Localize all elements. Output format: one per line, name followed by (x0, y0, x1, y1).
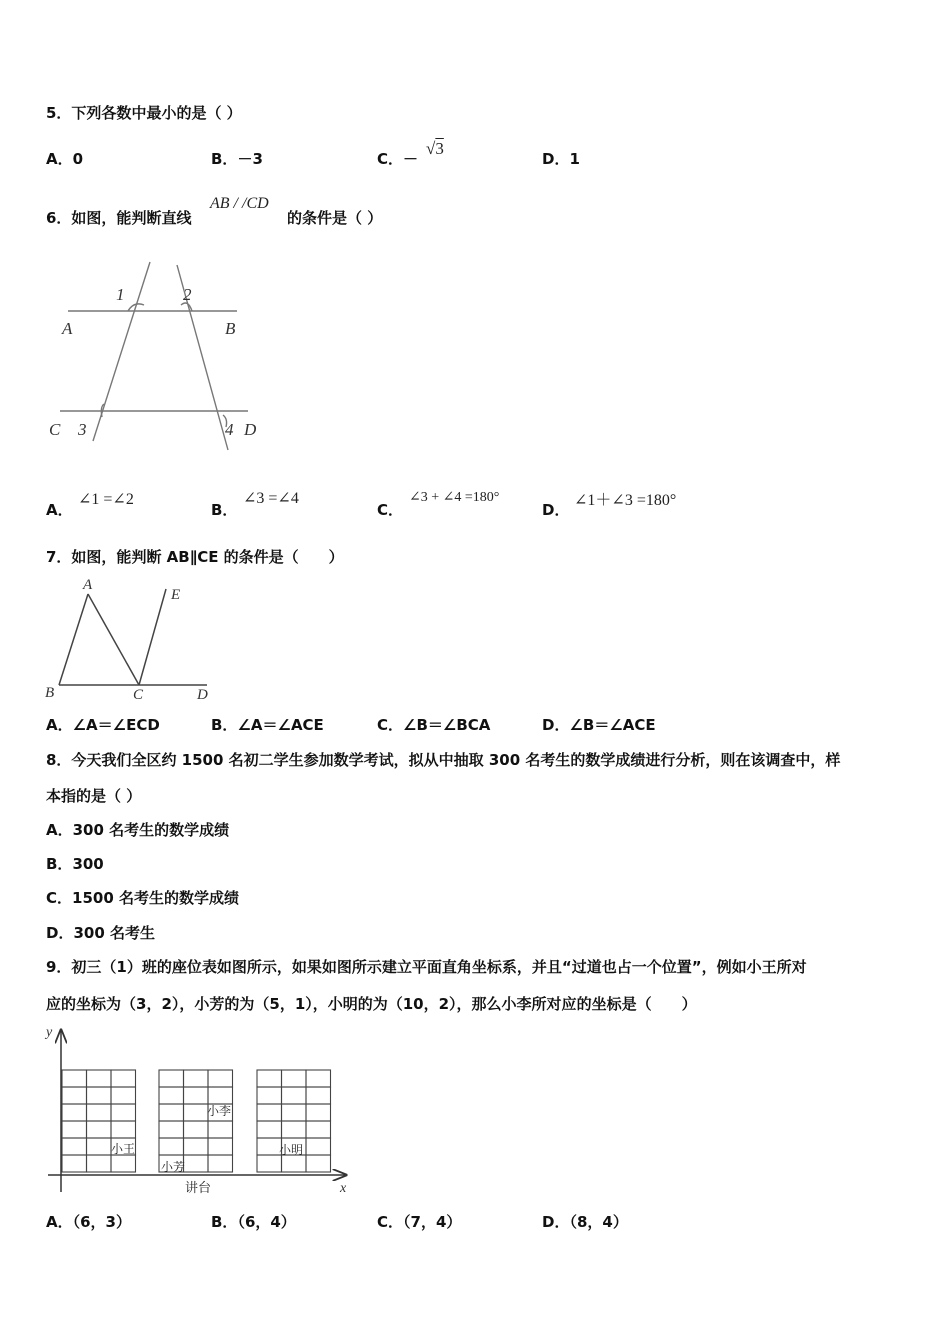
seat-cell (184, 1155, 209, 1172)
seat-cell (184, 1070, 209, 1087)
option-text: 1500 名考生的数学成绩 (72, 889, 239, 907)
label-c: C (49, 420, 61, 439)
seat-cell (111, 1087, 136, 1104)
seat-cell (184, 1121, 209, 1138)
label-3: 3 (78, 420, 87, 439)
radicand: 3 (435, 139, 444, 158)
option-key: A． (46, 716, 73, 734)
seat-cell (257, 1155, 282, 1172)
seat-cell (87, 1070, 112, 1087)
option-text: （8，4） (569, 1213, 628, 1231)
q8-stem-line2: 本指的是（ ） (46, 787, 142, 805)
q7-option-c[interactable] (377, 715, 490, 735)
option-key: D． (46, 924, 74, 942)
label-c: C (133, 687, 144, 703)
seat-cell (257, 1138, 282, 1155)
q8-option-b[interactable] (46, 854, 104, 874)
label-2: 2 (183, 285, 192, 304)
seat-cell (159, 1121, 184, 1138)
option-key: B． (46, 855, 73, 873)
seat-cell (159, 1104, 184, 1121)
option-text: ∠A＝∠ACE (237, 716, 324, 734)
seat-cell (184, 1138, 209, 1155)
seat-cell (306, 1087, 331, 1104)
seat-cell (87, 1155, 112, 1172)
y-axis-label: y (46, 1025, 53, 1040)
seat-cell (87, 1104, 112, 1121)
q7-stem: 7．如图，能判断 AB∥CE 的条件是（ ） (46, 548, 344, 566)
label-e: E (171, 587, 181, 603)
seat-cell (62, 1087, 87, 1104)
seat-cell (87, 1138, 112, 1155)
option-key: D． (542, 716, 570, 734)
seat-cell (62, 1070, 87, 1087)
q9-stem-line1: 9．初三（1）班的座位表如图所示，如果如图所示建立平面直角坐标系，并且“过道也占一个位置”，例如小王所对 (46, 958, 807, 976)
q6-option-a[interactable]: A． (46, 501, 73, 519)
q9-option-c[interactable] (377, 1212, 461, 1232)
q8-option-a[interactable] (46, 820, 229, 840)
q8-stem-line1: 8．今天我们全区约 1500 名初二学生参加数学考试，拟从中抽取 300 名考生的数学成绩进行分析，则在该调查中，样 (46, 751, 841, 769)
q6-stem-end: 的条件是（ ） (287, 209, 383, 227)
option-text: 0 (72, 150, 84, 168)
q7-option-d[interactable] (542, 715, 656, 735)
seat-cell (282, 1121, 307, 1138)
q9-stem-line2: 应的坐标为（3，2），小芳的为（5，1），小明的为（10，2），那么小李所对应的坐标是（ ） (46, 995, 697, 1013)
q5-option-d[interactable] (542, 149, 580, 169)
seat-cell (282, 1155, 307, 1172)
seat-cell (159, 1070, 184, 1087)
q9-option-a[interactable] (46, 1212, 131, 1232)
seat-cell (159, 1138, 184, 1155)
seat-cell (257, 1104, 282, 1121)
q9-seat-figure (40, 1020, 360, 1200)
seat-cell (111, 1070, 136, 1087)
q6-option-c-math: ∠3 + ∠4 =180° (409, 490, 500, 505)
label-4: 4 (225, 420, 234, 439)
seat-cell (62, 1138, 87, 1155)
option-key: C． (377, 716, 404, 734)
q5-option-b[interactable] (211, 149, 263, 169)
label-d: D (197, 687, 208, 703)
radical-sign: √ (426, 139, 436, 158)
seat-cell (306, 1155, 331, 1172)
seat-cell (306, 1070, 331, 1087)
q5-option-a[interactable] (46, 149, 83, 169)
seat-cell (111, 1121, 136, 1138)
label-a: A (62, 319, 73, 338)
option-key: A． (46, 150, 73, 168)
option-key: A． (46, 821, 73, 839)
option-text: ∠B＝∠BCA (403, 716, 491, 734)
seat-cell (184, 1087, 209, 1104)
q6-option-b[interactable]: B． (211, 501, 238, 519)
seat-cell (184, 1104, 209, 1121)
option-key: D． (542, 150, 570, 168)
seat-cell (208, 1155, 233, 1172)
seat-cell (208, 1070, 233, 1087)
seat-cell (208, 1087, 233, 1104)
segment-ce (139, 589, 166, 685)
q6-option-b-math: ∠3 =∠4 (243, 490, 299, 507)
seat-cell (62, 1155, 87, 1172)
label-b: B (225, 319, 236, 338)
q6-option-a-math: ∠1 =∠2 (78, 491, 134, 508)
q6-option-c[interactable]: C． (377, 501, 404, 519)
seat-cell (282, 1087, 307, 1104)
seat-cell (257, 1070, 282, 1087)
option-key: D． (542, 1213, 570, 1231)
seat-label-wang: 小王 (111, 1142, 136, 1156)
option-text: ∠B＝∠ACE (569, 716, 656, 734)
q7-option-b[interactable] (211, 715, 324, 735)
seat-cell (111, 1155, 136, 1172)
podium-label: 讲台 (185, 1181, 212, 1196)
seat-cell (282, 1104, 307, 1121)
seat-cell (282, 1070, 307, 1087)
segment-ba (59, 594, 88, 685)
q5-stem: 5．下列各数中最小的是（ ） (46, 104, 242, 122)
option-key: B． (211, 1213, 238, 1231)
seat-cell (208, 1138, 233, 1155)
seat-cell (62, 1121, 87, 1138)
label-d: D (244, 420, 257, 439)
label-1: 1 (116, 285, 125, 304)
q7-option-a[interactable] (46, 715, 160, 735)
seat-cell (111, 1104, 136, 1121)
option-text: （6，4） (237, 1213, 296, 1231)
seat-cell (87, 1121, 112, 1138)
q6-stem-math: AB / /CD (210, 195, 269, 212)
q8-option-d[interactable] (46, 923, 155, 943)
q6-option-d-math: ∠1＋∠3 =180° (574, 492, 677, 509)
q7-figure (40, 575, 220, 705)
x-axis-label: x (340, 1181, 347, 1196)
option-text: － (403, 150, 419, 168)
q5-option-c[interactable] (377, 149, 418, 169)
option-key: B． (211, 150, 238, 168)
seat-cell (306, 1138, 331, 1155)
segment-ac (88, 594, 139, 685)
option-text: 300 名考生 (73, 924, 155, 942)
seat-cell (257, 1121, 282, 1138)
option-key: C． (46, 889, 73, 907)
option-key: C． (377, 150, 404, 168)
seat-cell (159, 1087, 184, 1104)
q8-option-c[interactable] (46, 888, 239, 908)
seat-cell (306, 1104, 331, 1121)
seat-cell (306, 1121, 331, 1138)
seat-cell (87, 1087, 112, 1104)
option-key: B． (211, 716, 238, 734)
option-key: A． (46, 1213, 73, 1231)
q9-option-b[interactable] (211, 1212, 296, 1232)
label-a: A (83, 577, 93, 593)
q6-stem-start: 6．如图，能判断直线 (46, 209, 192, 227)
option-text: 300 名考生的数学成绩 (72, 821, 230, 839)
option-key: C． (377, 1213, 404, 1231)
seat-label-ming: 小明 (279, 1143, 304, 1157)
q9-option-d[interactable] (542, 1212, 628, 1232)
q6-option-d[interactable]: D． (542, 501, 570, 519)
option-text: －3 (237, 150, 263, 168)
seat-cell (208, 1121, 233, 1138)
option-text: 1 (569, 150, 580, 168)
label-b: B (45, 685, 55, 701)
seat-label-li: 小李 (207, 1104, 232, 1118)
angle-arc-2 (181, 303, 192, 311)
seat-cell (62, 1104, 87, 1121)
seat-cell (257, 1087, 282, 1104)
seat-label-fang: 小芳 (161, 1160, 186, 1174)
q5-sqrt-expression (426, 139, 444, 159)
option-text: 300 (72, 855, 104, 873)
option-text: （7，4） (403, 1213, 462, 1231)
option-text: （6，3） (72, 1213, 131, 1231)
q6-figure (40, 255, 280, 455)
option-text: ∠A＝∠ECD (72, 716, 160, 734)
